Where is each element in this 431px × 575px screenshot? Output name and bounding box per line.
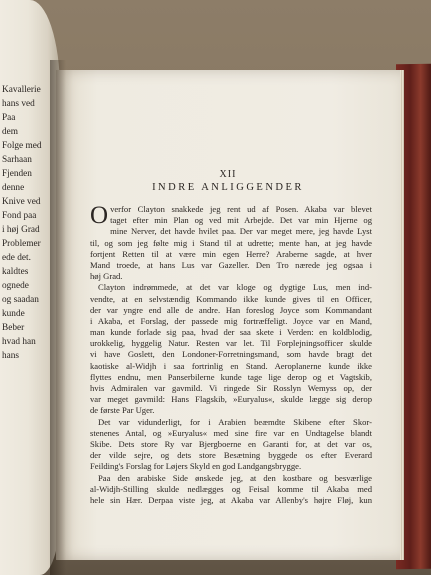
text-line: de første Par Uger. (90, 405, 155, 416)
text-line: hvis Admiralen var gavmild. Vi ringede Sir Rosslyn Wemyss op, der (90, 383, 372, 393)
left-page-line: Kavallerie (2, 85, 41, 95)
text-line: Feilding's Forslag for Løjers Skyld en god Landgangsbrygge. (90, 461, 302, 472)
text-line: taget efter min Plan og ved mit Arbejde. Det var min Hjerne og (110, 215, 372, 226)
text-line: vendte, at en selvstændig Kommando ikke kunde gives til en Officer, (90, 293, 372, 304)
chapter-title: INDRE ANLIGGENDER (152, 182, 304, 193)
left-page-line: Folge med (2, 141, 42, 151)
paragraph (90, 204, 372, 282)
text-line: i Akaba, et Forslag, der passede mig fortræffeligt. Joyce var en Mand, (90, 315, 372, 326)
text-line: Paa den arabiske Side ønskede jeg, at den kostbare og besværlige (98, 472, 372, 483)
left-page-text (2, 83, 54, 363)
text-line: der vilde sejre, og dets store Besætning byggede os efter Everard (90, 450, 372, 461)
chapter-body (90, 204, 372, 506)
text-line: mine Nerver, det havde hvilet paa. Der var meget mere, jeg havde Lyst (110, 226, 372, 237)
text-line: var meget gavmild: Hans Flagskib, »Euryalus«, skulde lægge sig derop (90, 394, 372, 405)
text-line: stenenes Antal, og »Euryalus« med sine fire var en Undtagelse blandt (90, 427, 372, 438)
left-page-line: Problemer (2, 239, 41, 249)
gutter-shadow (50, 60, 66, 575)
left-page-line: Knive ved (2, 197, 41, 207)
text-line: verfor Clayton snakkede jeg rent ud af Posen. Akaba var blevet (110, 204, 372, 214)
left-page-line: hvad han (2, 337, 36, 347)
drop-cap: O (90, 202, 109, 229)
paragraph (90, 282, 372, 416)
text-line: hele sin Hær. Derpaa viste jeg, at Akaba var Allenby's højre Fløj, kun (90, 494, 372, 505)
left-page-line: denne (2, 183, 25, 193)
left-page-line: hans ved (2, 99, 35, 109)
left-page-line: Fond paa (2, 211, 37, 221)
left-page-line: kunde (2, 309, 25, 319)
text-line: kaotiske al-Widjh i saa fortrinlig en Stand. Aeroplanerne kunde ikke (90, 360, 372, 371)
left-page-line: og saadan (2, 295, 39, 305)
left-page-line: ognede (2, 281, 29, 291)
left-page-line: Fjenden (2, 169, 32, 179)
text-line: Clayton indrømmede, at det var kloge og dygtige Lus, men ind- (98, 282, 372, 293)
left-page-line: dem (2, 127, 19, 137)
left-page-line: i høj Grad (2, 225, 40, 235)
text-line: urokkelig, hyggelig Natur. Resten var let. Til Forplejningsofficer skulde (90, 338, 372, 349)
paragraph (90, 417, 372, 473)
chapter-number: XII (219, 169, 237, 180)
left-page-line: hans (2, 351, 20, 361)
text-line: høj Grad. (90, 271, 123, 282)
text-line: Det var vidunderligt, for i Arabien beæmdte Skibene efter Skor- (98, 416, 372, 427)
text-line: flyttes endnu, men Panserbilerne kunde tage lige derop og et Vagtskib, (90, 371, 372, 382)
left-page-line: kaldtes (2, 267, 29, 277)
text-line: vi have Goslett, den Londoner-Forretningsmand, som havde bragt det (90, 349, 372, 360)
left-page-line: Paa (2, 113, 16, 123)
text-line: Mand troede, at hans Lus var Gazeller. Den Tro nærede jeg ogsaa i (90, 259, 372, 270)
text-line: man kunde forlade sig paa, hvad der saa skete i Verden: en koldblodig, (90, 327, 372, 338)
left-page-line: ede det. (2, 253, 31, 263)
text-line: al-Widjh-Stilling skulde nedlægges og Feisal komme til Akaba med (90, 483, 372, 494)
left-page-line: Beber (2, 323, 25, 333)
paragraph (90, 473, 372, 507)
text-line: til, og som jeg følte mig i Stand til at udrette; mente han, at jeg havde (90, 237, 372, 248)
text-line: der var yngre end alle de andre. Han foreslog Joyce som Kommandant (90, 304, 372, 315)
text-line: fortjent Retten til at være min egen Herre? Araberne sagde, at hver (90, 248, 372, 259)
left-page-line: Sarhaan (2, 155, 32, 165)
text-line: Skibe. Dets store Ry var Bjergboerne en Garanti for, at det var os, (90, 438, 372, 449)
